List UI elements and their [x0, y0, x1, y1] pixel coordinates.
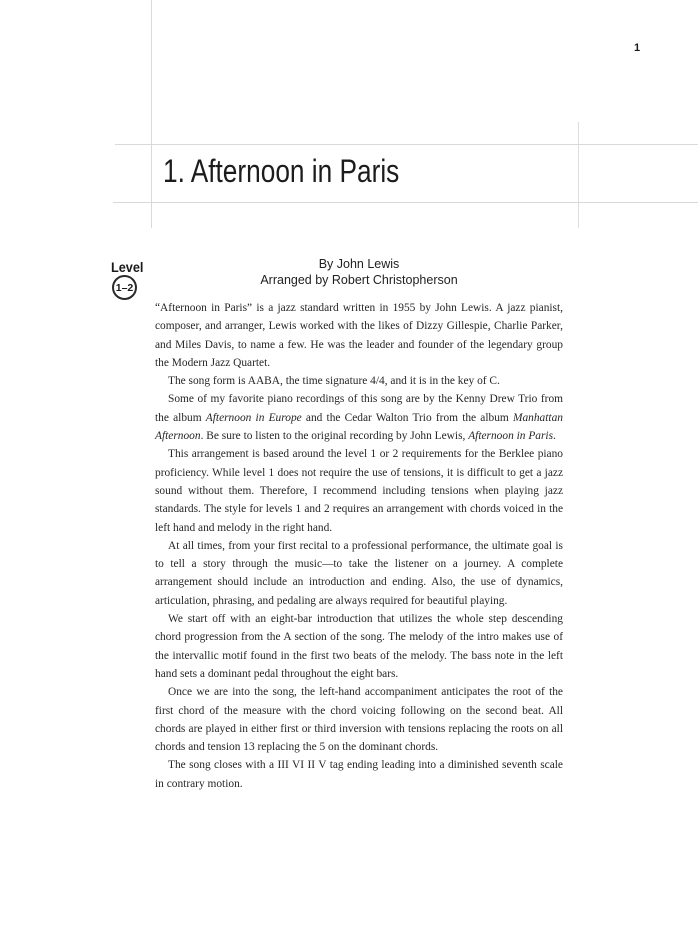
- title-top-rule: [115, 144, 698, 145]
- text-run: We start off with an eight-bar introduction that utilizes the whole step descending chord progression from the A section of the song. The melody of the intro makes use of the intervallic motif found in the first two beats of the melody. The bass note in the left hand sets a dominant pedal throughout the eight bars.: [155, 613, 563, 680]
- byline-author: By John Lewis: [318, 257, 400, 271]
- text-run: At all times, from your first recital to a professional performance, the ultimate goal is to tell a story through the music—to take the listener on a journey. A complete arrangement should include an introduction and ending. Also, the use of dynamics, articulation, phrasing, and pedaling are always required for beautiful playing.: [155, 539, 563, 607]
- text-run: Once we are into the song, the left-hand accompaniment anticipates the root of the first chord of the measure with the chord voicing following on the second beat. All chords are played in either first or third inversion with tensions replacing the roots on all chords and tension 13 replacing the 5 on the dominant chords.: [155, 686, 563, 754]
- body-paragraph: [155, 390, 563, 445]
- level-label: Level: [111, 260, 144, 275]
- body-paragraph: [155, 445, 563, 536]
- byline: [155, 256, 563, 288]
- italic-run: Afternoon in Europe: [205, 411, 302, 424]
- title-bottom-rule: [113, 202, 698, 203]
- body-text: [155, 299, 563, 793]
- level-range-value: 1–2: [115, 281, 134, 294]
- text-run: The song closes with a III VI II V tag ending leading into a diminished seventh scale in contrary motion.: [155, 759, 563, 790]
- body-paragraph: [155, 372, 563, 390]
- level-range-badge: [112, 275, 137, 300]
- text-run: This arrangement is based around the level 1 or 2 requirements for the Berklee piano proficiency. While level 1 does not require the use of tensions, it is difficult to get a jazz sound without them. Therefore, I recommend including tensions when playing jazz standards. The style for levels 1 and 2 requires an arrangement with chords voiced in the left hand and melody in the right hand.: [155, 448, 563, 534]
- body-paragraph: [155, 537, 563, 610]
- page-number: 1: [633, 42, 641, 54]
- text-run: and the Cedar Walton Trio from the album: [301, 411, 513, 424]
- right-margin-guide-line: [578, 122, 579, 228]
- body-paragraph: [155, 610, 563, 683]
- text-run: Some of my favorite piano recordings of this song are by the Kenny Drew Trio from the album: [155, 393, 563, 424]
- text-run: “Afternoon in Paris” is a jazz standard written in 1955 by John Lewis. A jazz pianist, composer, and arranger, Lewis worked with the likes of Dizzy Gillespie, Charlie Parker, and Miles Davis, to name a few. He was the leader and founder of the legendary group the Modern Jazz Quartet.: [155, 302, 563, 369]
- text-run: .: [553, 430, 556, 443]
- chapter-title: 1. Afternoon in Paris: [163, 153, 400, 189]
- text-run: The song form is AABA, the time signature 4/4, and it is in the key of C.: [168, 375, 500, 388]
- body-paragraph: [155, 756, 563, 793]
- italic-run: Afternoon in Paris: [468, 430, 553, 443]
- text-run: . Be sure to listen to the original recording by John Lewis,: [200, 430, 469, 443]
- byline-arranger: Arranged by Robert Christopherson: [260, 273, 458, 287]
- left-margin-guide-line: [151, 0, 152, 228]
- body-paragraph: [155, 683, 563, 756]
- body-paragraph: [155, 299, 563, 372]
- italic-run: Manhattan Afternoon: [155, 411, 563, 443]
